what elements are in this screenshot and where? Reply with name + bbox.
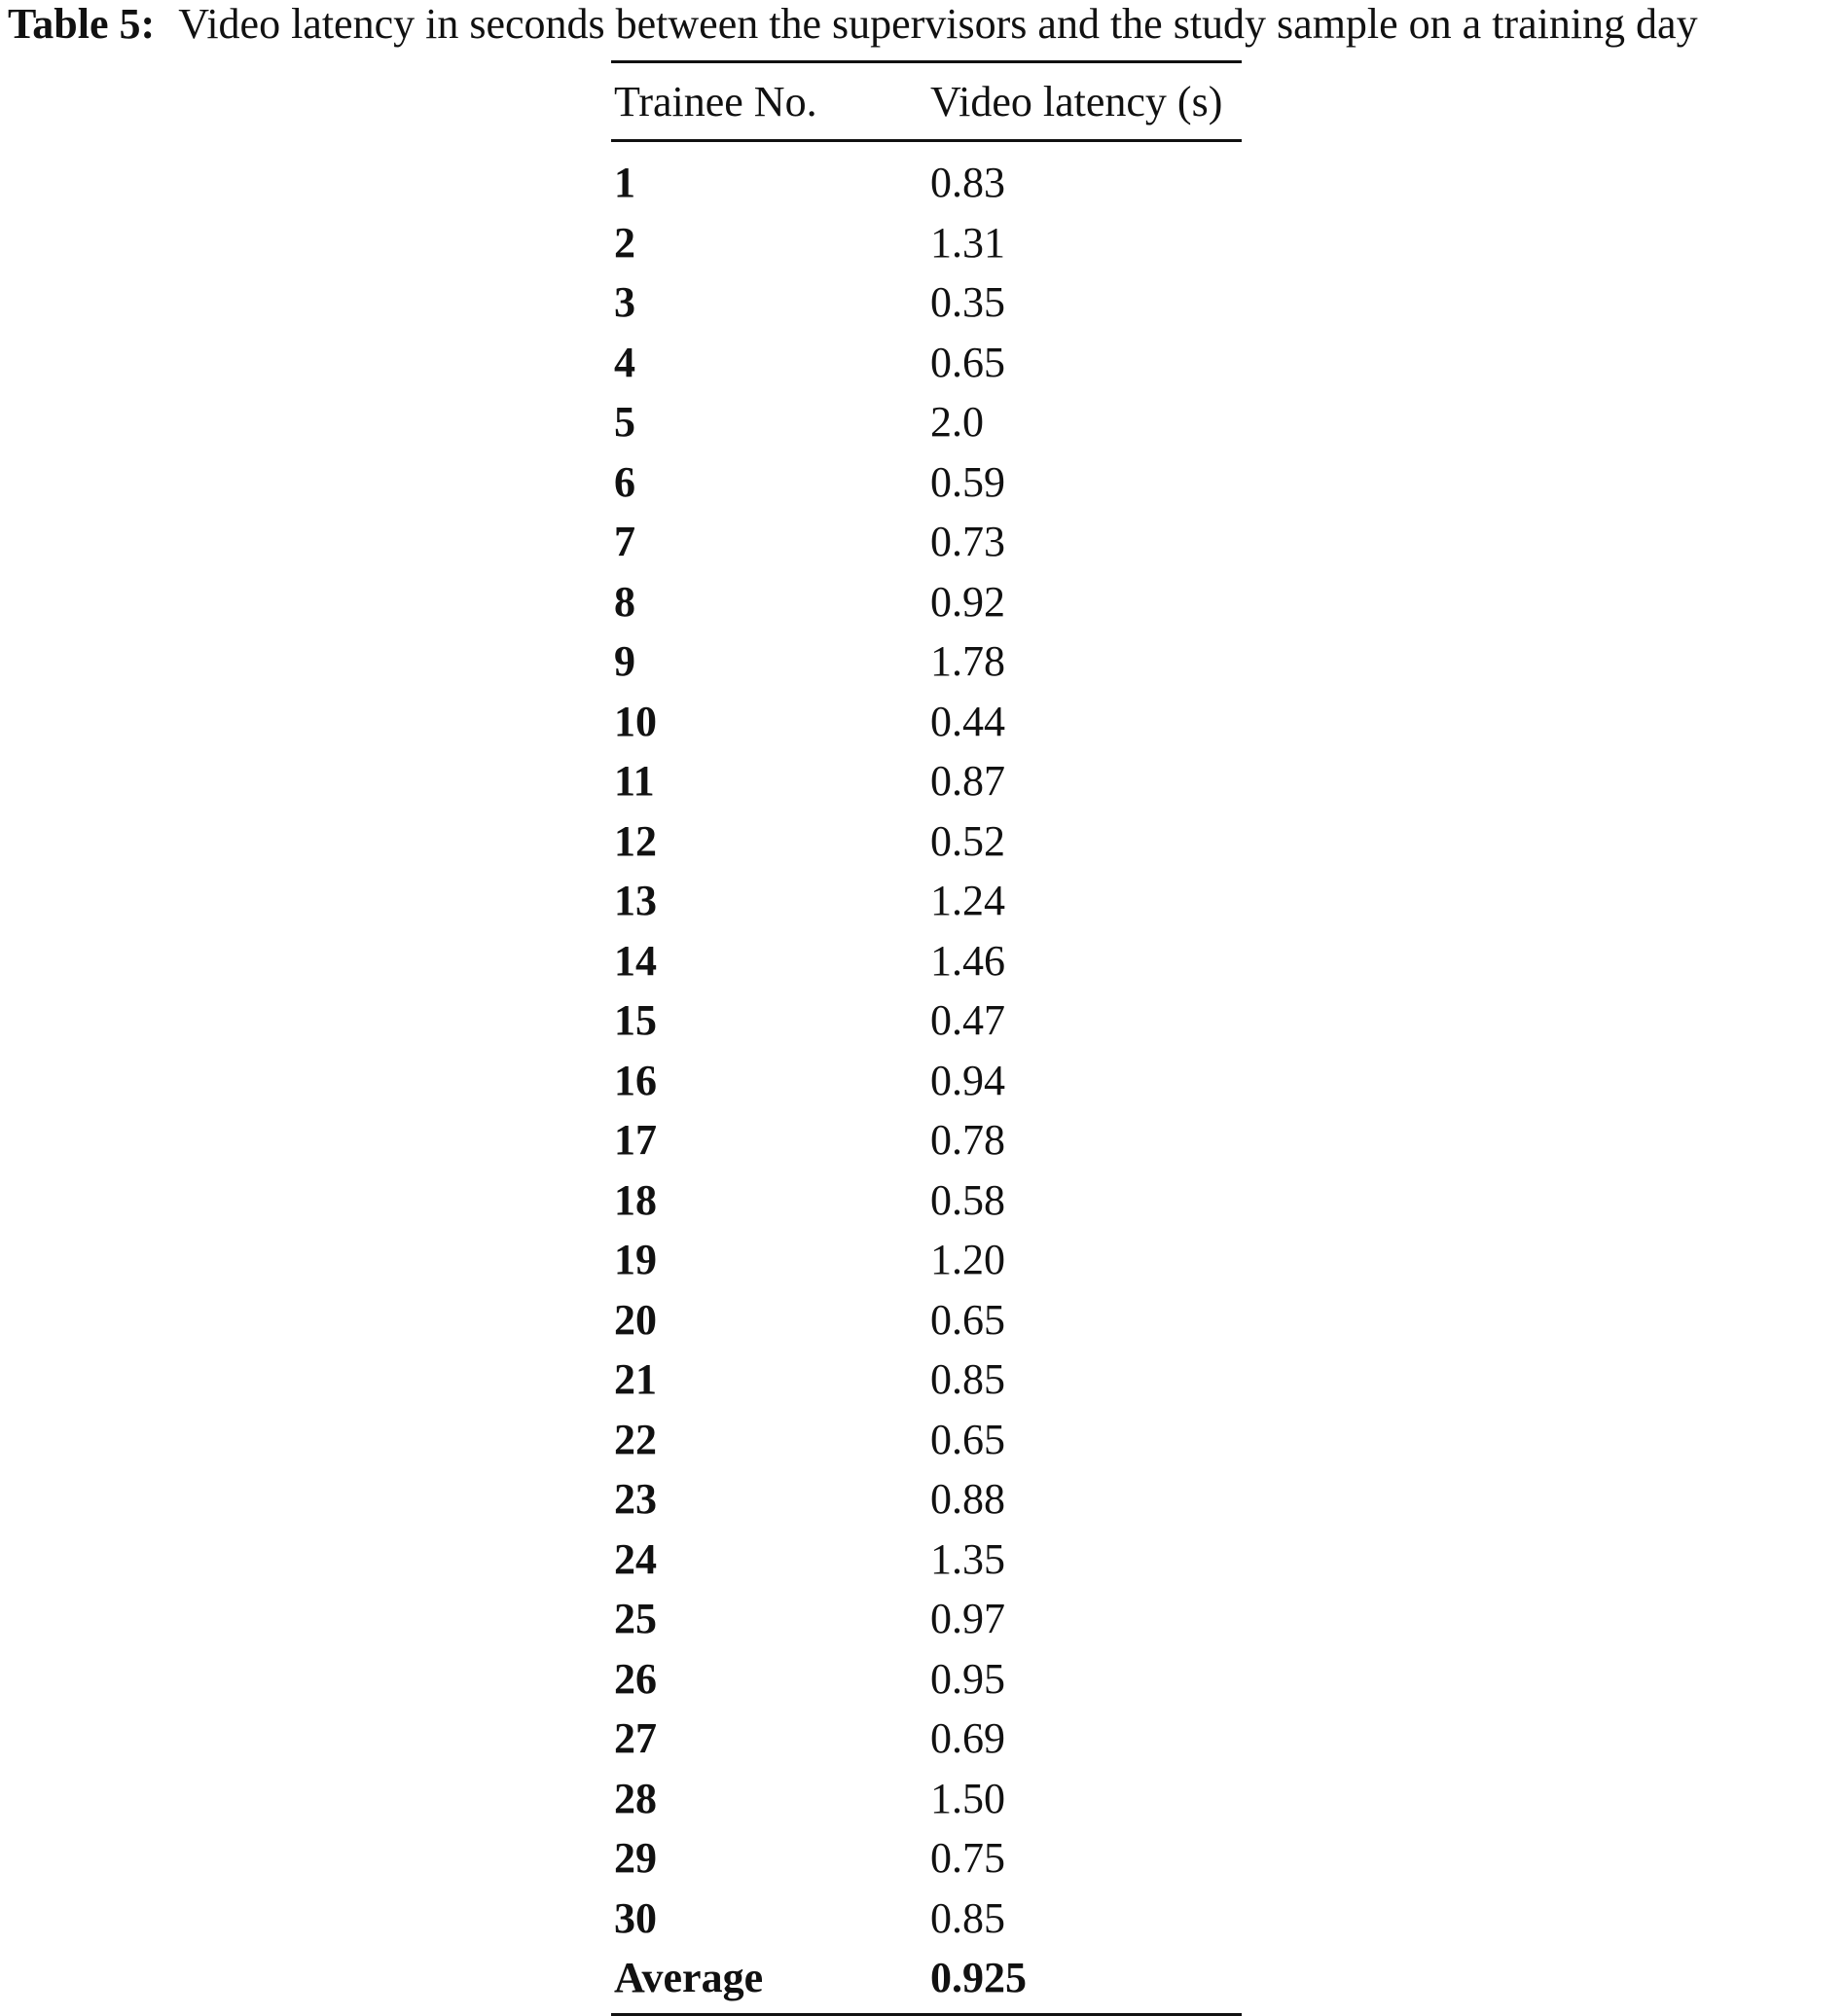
latency-value: 1.50: [930, 1774, 1005, 1822]
table-row: [611, 931, 1242, 991]
table-row: [611, 990, 1242, 1051]
caption-text: Video latency in seconds between the supervisors and the study sample on a training day: [178, 0, 1698, 48]
table-row: [611, 572, 1242, 632]
trainee-number: 26: [614, 1654, 657, 1703]
trainee-number: 12: [614, 816, 657, 865]
bottom-rule: [611, 2013, 1242, 2016]
table-row: [611, 1709, 1242, 1769]
header-trainee-no: Trainee No.: [614, 78, 817, 126]
latency-value: 0.69: [930, 1714, 1005, 1762]
latency-value: 0.73: [930, 518, 1005, 565]
latency-value: 1.20: [930, 1236, 1005, 1283]
latency-value: 1.46: [930, 936, 1005, 985]
latency-value: 0.85: [930, 1893, 1005, 1942]
table-caption: [8, 0, 1837, 49]
table-row: [611, 452, 1242, 513]
table-row: [611, 1769, 1242, 1829]
latency-value: 1.78: [930, 637, 1005, 685]
table-row: [611, 631, 1242, 692]
header-video-latency: Video latency (s): [930, 78, 1223, 126]
trainee-number: 3: [614, 278, 635, 326]
table-body: [611, 142, 1242, 2013]
table-row: [611, 213, 1242, 273]
trainee-number: 27: [614, 1714, 657, 1762]
caption-label: Table 5:: [8, 0, 156, 48]
trainee-number: 16: [614, 1056, 657, 1104]
average-value: 0.925: [930, 1954, 1027, 2001]
trainee-number: 22: [614, 1415, 657, 1463]
trainee-number: 24: [614, 1534, 657, 1583]
trainee-number: 5: [614, 398, 635, 446]
latency-value: 0.65: [930, 1415, 1005, 1463]
latency-value: 0.44: [930, 697, 1005, 745]
table-row: [611, 871, 1242, 931]
latency-value: 0.87: [930, 757, 1005, 805]
latency-value: 1.35: [930, 1534, 1005, 1583]
trainee-number: 2: [614, 218, 635, 267]
trainee-number: 8: [614, 577, 635, 626]
table-row: [611, 272, 1242, 333]
table-row: [611, 1589, 1242, 1649]
latency-value: 2.0: [930, 398, 984, 446]
table-row: [611, 1290, 1242, 1350]
trainee-number: 13: [614, 877, 657, 924]
table-footer-row: [611, 1948, 1242, 2008]
table-row: [611, 1828, 1242, 1889]
average-label: Average: [614, 1954, 764, 2001]
latency-value: 1.24: [930, 877, 1005, 924]
trainee-number: 6: [614, 457, 635, 506]
table-header-row: [611, 63, 1242, 139]
trainee-number: 9: [614, 637, 635, 685]
table-row: [611, 1051, 1242, 1111]
trainee-number: 21: [614, 1355, 657, 1403]
latency-value: 0.78: [930, 1116, 1005, 1164]
trainee-number: 10: [614, 697, 657, 745]
table-row: [611, 1110, 1242, 1170]
latency-value: 1.31: [930, 218, 1005, 267]
table-row: [611, 692, 1242, 752]
latency-value: 0.83: [930, 159, 1005, 206]
table-row: [611, 1350, 1242, 1410]
table-row: [611, 751, 1242, 811]
trainee-number: 1: [614, 159, 635, 206]
latency-value: 0.92: [930, 577, 1005, 626]
latency-value: 0.95: [930, 1654, 1005, 1703]
trainee-number: 19: [614, 1236, 657, 1283]
trainee-number: 18: [614, 1175, 657, 1224]
trainee-number: 14: [614, 936, 657, 985]
latency-value: 0.65: [930, 1295, 1005, 1344]
table-row: [611, 512, 1242, 572]
trainee-number: 7: [614, 518, 635, 565]
trainee-number: 25: [614, 1595, 657, 1642]
trainee-number: 29: [614, 1834, 657, 1882]
latency-value: 0.52: [930, 816, 1005, 865]
latency-value: 0.85: [930, 1355, 1005, 1403]
trainee-number: 20: [614, 1295, 657, 1344]
trainee-number: 23: [614, 1475, 657, 1523]
latency-value: 0.88: [930, 1475, 1005, 1523]
latency-value: 0.94: [930, 1056, 1005, 1104]
table-row: [611, 1230, 1242, 1290]
table-row: [611, 392, 1242, 452]
table-row: [611, 1889, 1242, 1949]
latency-value: 0.35: [930, 278, 1005, 326]
trainee-number: 4: [614, 338, 635, 386]
table-row: [611, 333, 1242, 393]
latency-value: 0.65: [930, 338, 1005, 386]
table-row: [611, 153, 1242, 213]
table-row: [611, 1649, 1242, 1710]
latency-value: 0.58: [930, 1175, 1005, 1224]
table-row: [611, 1469, 1242, 1530]
latency-value: 0.47: [930, 996, 1005, 1044]
latency-value: 0.97: [930, 1595, 1005, 1642]
trainee-number: 28: [614, 1774, 657, 1822]
trainee-number: 17: [614, 1116, 657, 1164]
table-row: [611, 1170, 1242, 1231]
trainee-number: 11: [614, 757, 655, 805]
table-row: [611, 811, 1242, 872]
latency-table: [611, 60, 1242, 2016]
trainee-number: 30: [614, 1893, 657, 1942]
latency-value: 0.59: [930, 457, 1005, 506]
table-row: [611, 1410, 1242, 1470]
latency-value: 0.75: [930, 1834, 1005, 1882]
trainee-number: 15: [614, 996, 657, 1044]
table-row: [611, 1530, 1242, 1590]
